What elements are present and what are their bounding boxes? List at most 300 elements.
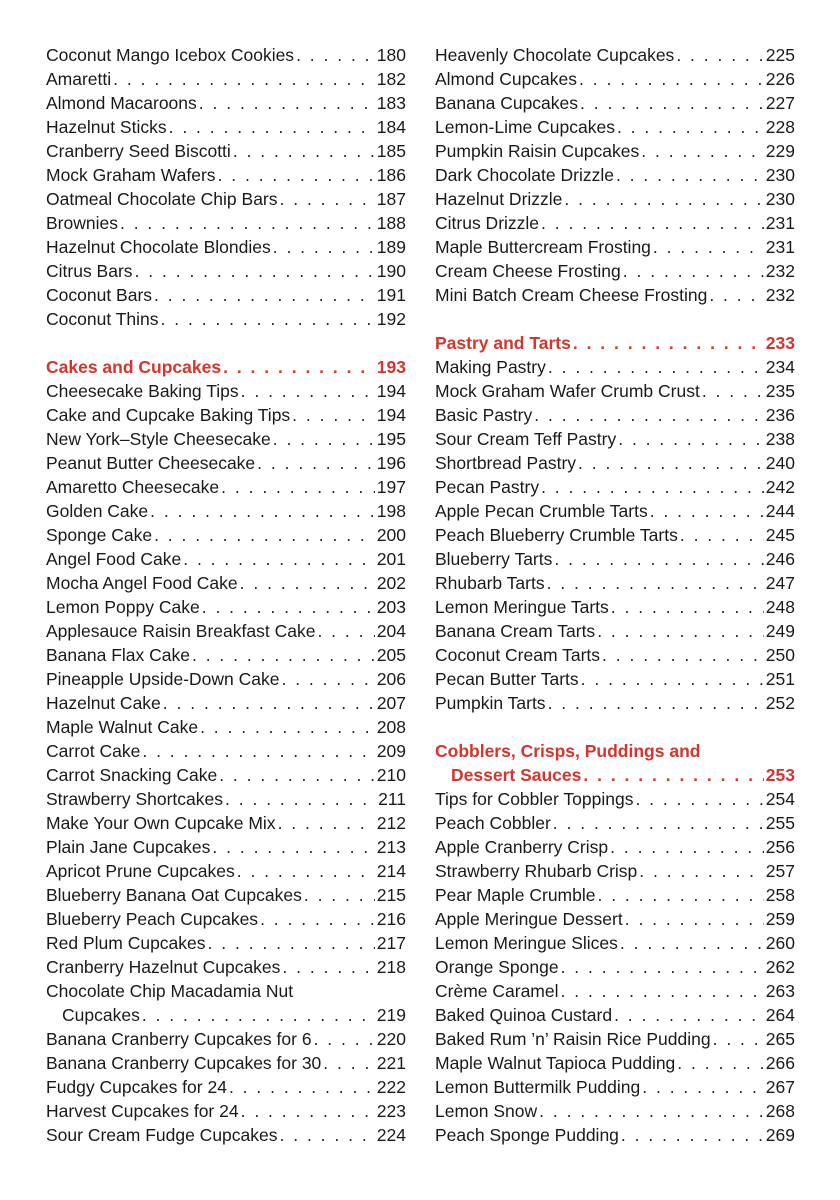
dot-leader <box>140 1003 375 1027</box>
toc-entry[interactable] <box>435 139 795 163</box>
dot-leader <box>648 499 764 523</box>
toc-entry-title: Strawberry Shortcakes <box>46 789 224 809</box>
toc-entry-title: Pastry and Tarts <box>435 333 571 353</box>
toc-page-number: 266 <box>765 1053 795 1073</box>
toc-entry[interactable] <box>435 931 795 955</box>
toc-page-number: 265 <box>765 1029 795 1049</box>
toc-entry[interactable] <box>46 187 406 211</box>
toc-entry[interactable] <box>435 475 795 499</box>
dot-leader <box>239 1099 375 1123</box>
toc-entry[interactable] <box>46 499 406 523</box>
toc-entry-title: Citrus Bars <box>46 261 133 281</box>
dot-leader <box>133 259 375 283</box>
dot-leader <box>576 451 764 475</box>
toc-entry-title: Make Your Own Cupcake Mix <box>46 813 276 833</box>
dot-leader <box>546 355 764 379</box>
toc-section-heading[interactable] <box>46 355 406 379</box>
toc-entry-title: Mock Graham Wafer Crumb Crust <box>435 381 700 401</box>
toc-page-number: 232 <box>765 285 795 305</box>
toc-entry[interactable] <box>435 259 795 283</box>
toc-page-number: 189 <box>376 237 406 257</box>
toc-entry[interactable] <box>435 619 795 643</box>
toc-entry[interactable] <box>435 859 795 883</box>
dot-leader <box>152 283 375 307</box>
toc-entry[interactable] <box>435 163 795 187</box>
toc-entry[interactable] <box>435 355 795 379</box>
toc-entry[interactable] <box>435 379 795 403</box>
toc-entry-title: Coconut Mango Icebox Cookies <box>46 45 295 65</box>
toc-entry-title: Mocha Angel Food Cake <box>46 573 238 593</box>
toc-page-number: 268 <box>765 1101 795 1121</box>
toc-entry[interactable] <box>435 115 795 139</box>
toc-page-number: 216 <box>376 909 406 929</box>
dot-leader <box>614 163 764 187</box>
toc-entry[interactable] <box>435 403 795 427</box>
toc-entry-title: Banana Cranberry Cupcakes for 30 <box>46 1053 322 1073</box>
toc-entry[interactable] <box>435 499 795 523</box>
toc-entry-title: Cake and Cupcake Baking Tips <box>46 405 291 425</box>
toc-page-number: 231 <box>765 213 795 233</box>
toc-page-number: 192 <box>376 309 406 329</box>
toc-entry-title: Cobblers, Crisps, Puddings and <box>435 741 701 761</box>
toc-entry-title: Amaretto Cheesecake <box>46 477 220 497</box>
toc-entry-title: Hazelnut Drizzle <box>435 189 563 209</box>
toc-entry[interactable] <box>46 235 406 259</box>
toc-entry[interactable] <box>435 547 795 571</box>
toc-entry[interactable] <box>46 595 406 619</box>
dot-leader <box>161 691 375 715</box>
toc-entry-title: Mini Batch Cream Cheese Frosting <box>435 285 708 305</box>
toc-entry-title: Lemon Meringue Slices <box>435 933 618 953</box>
toc-page-number: 223 <box>376 1101 406 1121</box>
dot-leader <box>612 1003 764 1027</box>
toc-entry[interactable] <box>46 691 406 715</box>
toc-entry[interactable] <box>435 595 795 619</box>
dot-leader <box>294 43 375 67</box>
toc-entry-title: Angel Food Cake <box>46 549 182 569</box>
dot-leader <box>118 211 375 235</box>
toc-entry[interactable] <box>435 211 795 235</box>
toc-page-number: 182 <box>376 69 406 89</box>
toc-entry[interactable] <box>46 883 406 907</box>
toc-entry[interactable] <box>46 619 406 643</box>
toc-entry-title: Hazelnut Chocolate Blondies <box>46 237 271 257</box>
toc-entry-title: Almond Macaroons <box>46 93 197 113</box>
dot-leader <box>279 667 374 691</box>
dot-leader <box>219 475 375 499</box>
toc-entry[interactable] <box>435 1027 795 1051</box>
toc-entry-title: Pineapple Upside-Down Cake <box>46 669 280 689</box>
toc-entry-title: Red Plum Cupcakes <box>46 933 206 953</box>
toc-entry[interactable] <box>435 979 795 1003</box>
dot-leader <box>223 787 376 811</box>
toc-page-number: 230 <box>765 189 795 209</box>
dot-leader <box>616 427 764 451</box>
dot-leader <box>532 403 764 427</box>
toc-entry[interactable] <box>435 835 795 859</box>
dot-leader <box>210 835 374 859</box>
toc-page-number: 228 <box>765 117 795 137</box>
section-spacer <box>435 307 795 331</box>
toc-entry[interactable] <box>46 1051 406 1075</box>
dot-leader <box>577 67 764 91</box>
toc-entry[interactable] <box>435 667 795 691</box>
toc-page-number: 248 <box>765 597 795 617</box>
toc-entry[interactable] <box>435 427 795 451</box>
toc-entry[interactable] <box>46 163 406 187</box>
toc-entry-title: Blueberry Tarts <box>435 549 553 569</box>
toc-page-number: 205 <box>376 645 406 665</box>
dot-leader <box>239 379 375 403</box>
toc-entry-title: Cakes and Cupcakes <box>46 357 222 377</box>
toc-entry-title: Basic Pastry <box>435 405 533 425</box>
toc-page-number: 212 <box>376 813 406 833</box>
toc-page-number: 209 <box>376 741 406 761</box>
toc-page-number: 201 <box>376 549 406 569</box>
toc-page-number: 218 <box>376 957 406 977</box>
toc-page-number: 257 <box>765 861 795 881</box>
toc-entry[interactable] <box>46 811 406 835</box>
toc-page-number: 227 <box>765 93 795 113</box>
toc-page-number: 202 <box>376 573 406 593</box>
toc-entry[interactable] <box>46 571 406 595</box>
toc-entry-title: Rhubarb Tarts <box>435 573 545 593</box>
toc-entry[interactable] <box>435 1003 795 1027</box>
toc-page-number: 235 <box>765 381 795 401</box>
toc-page-number: 231 <box>765 237 795 257</box>
dot-leader <box>217 763 375 787</box>
toc-entry[interactable] <box>46 523 406 547</box>
toc-entry[interactable] <box>46 1123 406 1147</box>
dot-leader <box>640 1075 764 1099</box>
toc-entry-title: Almond Cupcakes <box>435 69 578 89</box>
toc-entry[interactable] <box>435 1051 795 1075</box>
toc-page-number: 213 <box>376 837 406 857</box>
dot-leader <box>674 43 763 67</box>
toc-entry[interactable] <box>435 955 795 979</box>
toc-page-number: 208 <box>376 717 406 737</box>
toc-page-number: 246 <box>765 549 795 569</box>
toc-page-number: 214 <box>376 861 406 881</box>
toc-entry[interactable] <box>435 67 795 91</box>
dot-leader <box>639 139 764 163</box>
toc-page-number: 264 <box>765 1005 795 1025</box>
toc-entry-title: Strawberry Rhubarb Crisp <box>435 861 638 881</box>
toc-entry-title: Cheesecake Baking Tips <box>46 381 239 401</box>
dot-leader <box>255 451 375 475</box>
toc-entry-title: Apple Meringue Dessert <box>435 909 623 929</box>
toc-page-number: 194 <box>376 405 406 425</box>
toc-entry-title: Cupcakes <box>62 1005 140 1025</box>
toc-entry[interactable] <box>46 979 406 1003</box>
toc-entry-title: Lemon Meringue Tarts <box>435 597 609 617</box>
toc-entry[interactable] <box>435 91 795 115</box>
dot-leader <box>551 811 764 835</box>
toc-page-number: 252 <box>765 693 795 713</box>
toc-section-heading[interactable] <box>435 763 795 787</box>
toc-page-number: 263 <box>765 981 795 1001</box>
dot-leader <box>290 403 375 427</box>
toc-page-number: 221 <box>376 1053 406 1073</box>
toc-entry[interactable] <box>46 211 406 235</box>
toc-entry-title: Banana Flax Cake <box>46 645 190 665</box>
dot-leader <box>623 907 764 931</box>
toc-entry[interactable] <box>46 307 406 331</box>
toc-entry-title: Citrus Drizzle <box>435 213 540 233</box>
toc-entry[interactable] <box>46 667 406 691</box>
toc-entry[interactable] <box>46 955 406 979</box>
toc-page-number: 226 <box>765 69 795 89</box>
toc-page-number: 242 <box>765 477 795 497</box>
toc-entry[interactable] <box>46 427 406 451</box>
toc-entry[interactable] <box>46 451 406 475</box>
toc-entry[interactable] <box>46 547 406 571</box>
toc-entry-title: Making Pastry <box>435 357 546 377</box>
toc-entry[interactable] <box>435 235 795 259</box>
toc-entry[interactable] <box>46 787 406 811</box>
toc-column-left <box>46 43 406 1147</box>
toc-page-number: 195 <box>376 429 406 449</box>
toc-entry[interactable] <box>46 907 406 931</box>
dot-leader <box>278 187 375 211</box>
toc-entry-title: Coconut Thins <box>46 309 159 329</box>
toc-entry[interactable] <box>46 67 406 91</box>
toc-entry[interactable] <box>46 715 406 739</box>
toc-page-number: 258 <box>765 885 795 905</box>
toc-entry[interactable] <box>46 259 406 283</box>
toc-entry-title: Blueberry Banana Oat Cupcakes <box>46 885 302 905</box>
toc-entry[interactable] <box>46 1075 406 1099</box>
toc-page-number: 193 <box>376 357 406 377</box>
toc-entry-title: Apricot Prune Cupcakes <box>46 861 235 881</box>
dot-leader <box>197 91 375 115</box>
toc-page-number: 219 <box>376 1005 406 1025</box>
toc-page-number: 238 <box>765 429 795 449</box>
toc-page-number: 225 <box>765 45 795 65</box>
toc-page-number: 229 <box>765 141 795 161</box>
toc-entry[interactable] <box>46 379 406 403</box>
toc-entry[interactable] <box>46 91 406 115</box>
dot-leader <box>618 931 764 955</box>
toc-entry[interactable] <box>46 859 406 883</box>
toc-entry-title: Applesauce Raisin Breakfast Cake <box>46 621 316 641</box>
toc-entry-title: Pecan Butter Tarts <box>435 669 579 689</box>
toc-entry[interactable] <box>435 1075 795 1099</box>
toc-entry-title: Mock Graham Wafers <box>46 165 216 185</box>
toc-entry-title: Sour Cream Fudge Cupcakes <box>46 1125 278 1145</box>
toc-page-number: 210 <box>376 765 406 785</box>
toc-entry[interactable] <box>435 787 795 811</box>
toc-page-number: 224 <box>376 1125 406 1145</box>
dot-leader <box>595 619 764 643</box>
toc-page-number: 245 <box>765 525 795 545</box>
toc-entry-title: Baked Quinoa Custard <box>435 1005 613 1025</box>
dot-leader <box>167 115 375 139</box>
toc-entry-title: Banana Cupcakes <box>435 93 579 113</box>
toc-page-number: 255 <box>765 813 795 833</box>
dot-leader <box>539 211 764 235</box>
toc-entry[interactable] <box>435 883 795 907</box>
toc-page-number: 187 <box>376 189 406 209</box>
toc-entry-title: Pumpkin Raisin Cupcakes <box>435 141 640 161</box>
toc-entry[interactable] <box>46 643 406 667</box>
toc-column-right <box>435 43 795 1147</box>
toc-entry[interactable] <box>435 283 795 307</box>
toc-entry[interactable] <box>46 739 406 763</box>
section-spacer <box>46 331 406 355</box>
toc-page-number: 247 <box>765 573 795 593</box>
toc-page-number: 230 <box>765 165 795 185</box>
toc-entry-title: Fudgy Cupcakes for 24 <box>46 1077 227 1097</box>
toc-entry[interactable] <box>46 115 406 139</box>
toc-entry[interactable] <box>46 403 406 427</box>
dot-leader <box>271 235 375 259</box>
toc-entry[interactable] <box>435 1099 795 1123</box>
dot-leader <box>152 523 375 547</box>
dot-leader <box>271 427 375 451</box>
toc-entry-title: Maple Walnut Tapioca Pudding <box>435 1053 676 1073</box>
toc-entry[interactable] <box>46 931 406 955</box>
toc-entry[interactable] <box>435 571 795 595</box>
dot-leader <box>621 259 764 283</box>
dot-leader <box>633 787 763 811</box>
toc-entry-title: Dark Chocolate Drizzle <box>435 165 614 185</box>
dot-leader <box>276 811 375 835</box>
toc-entry[interactable] <box>46 1099 406 1123</box>
dot-leader <box>315 619 374 643</box>
toc-entry-title: Hazelnut Sticks <box>46 117 167 137</box>
dot-leader <box>148 499 375 523</box>
dot-leader <box>700 379 764 403</box>
toc-entry-title: Banana Cream Tarts <box>435 621 596 641</box>
toc-entry-title: Peanut Butter Cheesecake <box>46 453 256 473</box>
dot-leader <box>579 667 764 691</box>
dot-leader <box>216 163 375 187</box>
toc-entry-title: Amaretti <box>46 69 112 89</box>
toc-page-number: 185 <box>376 141 406 161</box>
toc-entry-title: Pear Maple Crumble <box>435 885 596 905</box>
toc-entry[interactable] <box>435 187 795 211</box>
dot-leader <box>571 331 764 355</box>
toc-entry[interactable] <box>435 691 795 715</box>
toc-entry-title: Pumpkin Tarts <box>435 693 546 713</box>
toc-entry-title: Blueberry Peach Cupcakes <box>46 909 259 929</box>
toc-page-number: 250 <box>765 645 795 665</box>
dot-leader <box>609 595 764 619</box>
toc-entry-title: Chocolate Chip Macadamia Nut <box>46 981 294 1001</box>
toc-entry[interactable] <box>435 451 795 475</box>
dot-leader <box>227 1075 375 1099</box>
dot-leader <box>619 1123 764 1147</box>
toc-entry[interactable] <box>46 139 406 163</box>
toc-entry[interactable] <box>46 283 406 307</box>
toc-page-number: 260 <box>765 933 795 953</box>
dot-leader <box>595 883 763 907</box>
dot-leader <box>302 883 375 907</box>
toc-entry-title: Oatmeal Chocolate Chip Bars <box>46 189 278 209</box>
dot-leader <box>159 307 375 331</box>
toc-page-number: 269 <box>765 1125 795 1145</box>
toc-page-number: 203 <box>376 597 406 617</box>
dot-leader <box>278 1123 375 1147</box>
toc-entry-title: Lemon Buttermilk Pudding <box>435 1077 641 1097</box>
toc-page-number: 197 <box>376 477 406 497</box>
toc-page-number: 244 <box>765 501 795 521</box>
toc-entry[interactable] <box>46 1027 406 1051</box>
toc-entry-title: Cranberry Hazelnut Cupcakes <box>46 957 281 977</box>
dot-leader <box>221 355 375 379</box>
dot-leader <box>546 691 764 715</box>
toc-entry-title: Carrot Snacking Cake <box>46 765 218 785</box>
toc-entry[interactable] <box>435 811 795 835</box>
toc-entry[interactable] <box>435 523 795 547</box>
toc-entry[interactable] <box>46 475 406 499</box>
toc-page-number: 232 <box>765 261 795 281</box>
toc-page-number: 254 <box>765 789 795 809</box>
toc-page-number: 211 <box>378 789 406 809</box>
toc-entry-title: Shortbread Pastry <box>435 453 577 473</box>
toc-page-number: 184 <box>376 117 406 137</box>
toc-entry-title: Tips for Cobbler Toppings <box>435 789 634 809</box>
dot-leader <box>539 475 764 499</box>
dot-leader <box>637 859 764 883</box>
dot-leader <box>608 835 764 859</box>
toc-page-number: 259 <box>765 909 795 929</box>
toc-entry-title: Peach Cobbler <box>435 813 551 833</box>
toc-entry[interactable] <box>46 43 406 67</box>
toc-page-number: 267 <box>765 1077 795 1097</box>
dot-leader <box>559 979 764 1003</box>
dot-leader <box>545 571 764 595</box>
toc-page-number: 191 <box>376 285 406 305</box>
toc-page-number: 251 <box>765 669 795 689</box>
dot-leader <box>200 595 375 619</box>
dot-leader <box>651 235 764 259</box>
toc-entry[interactable] <box>46 835 406 859</box>
toc-entry-title: Sour Cream Teff Pastry <box>435 429 617 449</box>
dot-leader <box>238 571 375 595</box>
toc-entry-title: Coconut Cream Tarts <box>435 645 601 665</box>
toc-entry[interactable] <box>435 643 795 667</box>
toc-section-heading[interactable] <box>435 331 795 355</box>
toc-page-number: 200 <box>376 525 406 545</box>
toc-section-heading[interactable] <box>435 739 795 763</box>
toc-entry[interactable] <box>435 907 795 931</box>
toc-entry-title: Peach Blueberry Crumble Tarts <box>435 525 678 545</box>
dot-leader <box>711 1027 764 1051</box>
toc-entry[interactable] <box>435 43 795 67</box>
toc-entry-title: Orange Sponge <box>435 957 559 977</box>
toc-entry[interactable] <box>435 1123 795 1147</box>
dot-leader <box>562 187 763 211</box>
toc-page-number: 220 <box>376 1029 406 1049</box>
toc-entry-title: Sponge Cake <box>46 525 153 545</box>
toc-page-number: 249 <box>765 621 795 641</box>
dot-leader <box>231 139 375 163</box>
section-spacer <box>435 715 795 739</box>
toc-entry-title: Cream Cheese Frosting <box>435 261 621 281</box>
toc-entry[interactable] <box>46 763 406 787</box>
toc-entry[interactable] <box>46 1003 406 1027</box>
dot-leader <box>181 547 375 571</box>
dot-leader <box>312 1027 375 1051</box>
toc-page-number: 188 <box>376 213 406 233</box>
dot-leader <box>537 1099 764 1123</box>
dot-leader <box>235 859 375 883</box>
dot-leader <box>280 955 374 979</box>
dot-leader <box>140 739 374 763</box>
dot-leader <box>600 643 764 667</box>
